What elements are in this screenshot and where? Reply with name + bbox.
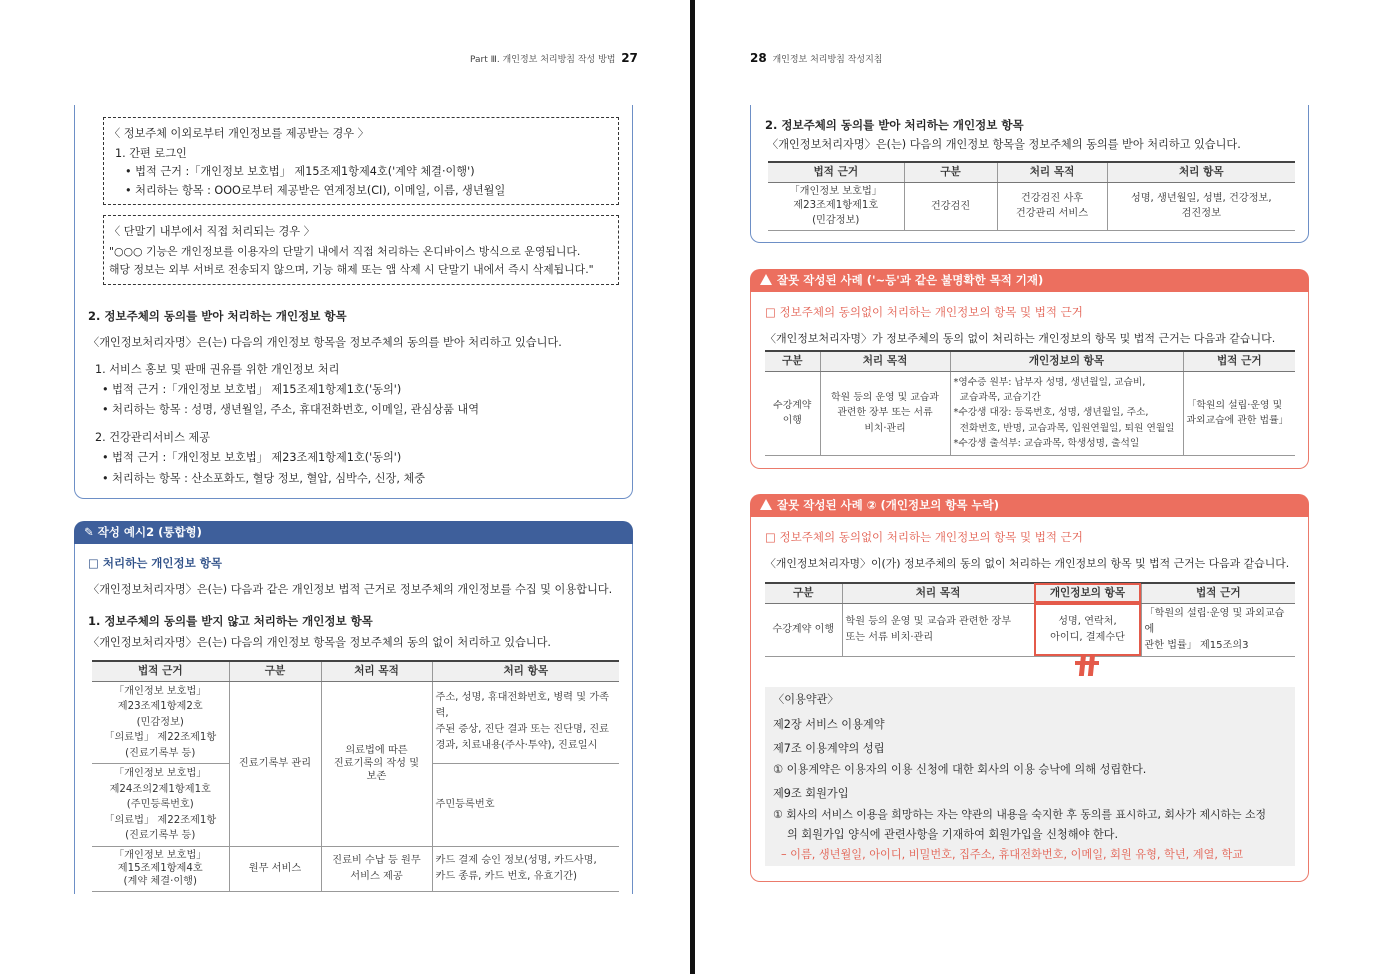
- left-table: [92, 660, 619, 892]
- page-number: 27: [621, 51, 638, 65]
- th-purpose: 처리 목적: [820, 351, 950, 371]
- bad1-table: [765, 350, 1295, 456]
- box1-line1: 1. 간편 로그인: [115, 147, 187, 160]
- terms-article9-1b: 의 회원가입 양식에 관련사항을 기재하여 회원가입을 신청해야 한다.: [787, 828, 1119, 841]
- table-cell: 수강계약 이행: [765, 371, 820, 455]
- box1-line3: • 처리하는 항목 : OOO로부터 제공받은 연계정보(CI), 이메일, 이름, 생년월일: [125, 184, 506, 197]
- example2-bar-label: 작성 예시2 (통합형): [97, 525, 202, 539]
- page-number: 28: [750, 51, 767, 65]
- table-cell: 카드 결제 승인 정보(성명, 카드사명, 카드 종류, 카드 번호, 유효기간): [432, 846, 619, 891]
- th-legal-basis: 법적 근거: [1141, 583, 1295, 603]
- header-part: Part Ⅲ. 개인정보 처리방침 작성 방법: [470, 55, 616, 65]
- example2-subtitle: □ 처리하는 개인정보 항목: [88, 556, 222, 570]
- table-cell: 성명, 생년월일, 성별, 건강정보, 검진정보: [1107, 182, 1295, 231]
- th-category: 구분: [765, 351, 820, 371]
- table-cell: 진료기록부 관리: [229, 681, 321, 846]
- th-items: 처리 항목: [1107, 162, 1295, 182]
- section2-title: 2. 정보주체의 동의를 받아 처리하는 개인정보 항목: [88, 309, 347, 323]
- table-cell: 주민등록번호: [432, 764, 619, 847]
- example2-s1-intro: 〈개인정보처리자명〉은(는) 다음의 개인정보 항목을 정보주체의 동의 없이 처리하고 있습니다.: [88, 636, 551, 649]
- table-cell: 원무 서비스: [229, 846, 321, 891]
- item1-title: 1. 서비스 홍보 및 판매 권유를 위한 개인정보 처리: [95, 363, 340, 376]
- th-purpose: 처리 목적: [842, 583, 1034, 603]
- terms-article9: 제9조 회원가입: [773, 787, 849, 800]
- highlighted-cell: 성명, 연락처, 아이디, 결제수단: [1034, 603, 1141, 656]
- table-cell: 「개인정보 보호법」 제23조제1항제1호 (민감정보): [768, 182, 904, 231]
- example2-intro: 〈개인정보처리자명〉은(는) 다음과 같은 개인정보 법적 근거로 정보주체의 개인정보를 수집 및 이용합니다.: [88, 583, 613, 596]
- box1-line2: • 법적 근거 :「개인정보 보호법」 제15조제1항제4호('계약 체결·이행'): [125, 165, 475, 178]
- table-cell: *영수증 원부: 납부자 성명, 생년월일, 교습비, 교습과목, 교습기간 *수강생 대장: 등록번호, 성명, 생년월일, 주소, 전화번호, 반명, 교습과목, 입원연월일, 퇴원 연월일 *수강생 출석부: 교습과목, 학생성명, 출석일: [950, 371, 1183, 455]
- bad-example1-label: 잘못 작성된 사례 ('~등'과 같은 불명확한 목적 기재): [777, 273, 1044, 287]
- th-category: 구분: [765, 583, 842, 603]
- terms-article7-1: ① 이용계약은 이용자의 이용 신청에 대한 회사의 이용 승낙에 의해 성립한다.: [773, 763, 1147, 776]
- section2-intro: 〈개인정보처리자명〉은(는) 다음의 개인정보 항목을 정보주체의 동의를 받아 처리하고 있습니다.: [88, 336, 562, 349]
- top-table: [768, 161, 1295, 231]
- th-purpose: 처리 목적: [321, 661, 432, 681]
- table-cell: 「학원의 설립·운영 및 과외교습에 관한 법률」: [1183, 371, 1295, 455]
- bad-example1-bar: [750, 269, 1309, 292]
- table-cell: 「학원의 설립·운영 및 과외교습에 관한 법률」 제15조의3: [1141, 603, 1295, 656]
- warning-icon: [760, 274, 772, 285]
- bad-example2-bar: [750, 494, 1309, 517]
- item2-title: 2. 건강관리서비스 제공: [95, 431, 211, 444]
- th-purpose: 처리 목적: [997, 162, 1107, 182]
- th-category: 구분: [904, 162, 997, 182]
- th-category: 구분: [229, 661, 321, 681]
- item2-fields: • 처리하는 항목 : 산소포화도, 혈당 정보, 혈압, 심박수, 신장, 체중: [102, 472, 426, 485]
- th-items: 처리 항목: [432, 661, 619, 681]
- th-legal-basis: 법적 근거: [92, 661, 229, 681]
- table-cell: 「개인정보 보호법」 제23조제1항제2호 (민감정보) 「의료법」 제22조제1항 (진료기록부 등): [92, 681, 229, 764]
- table-cell: 수강계약 이행: [765, 603, 842, 656]
- example2-bar: [74, 521, 633, 544]
- item1-fields: • 처리하는 항목 : 성명, 생년월일, 주소, 휴대전화번호, 이메일, 관심상품 내역: [102, 403, 480, 416]
- terms-chapter: 제2장 서비스 이용계약: [773, 718, 885, 731]
- bad2-intro: 〈개인정보처리자명〉이(가) 정보주체의 동의 없이 처리하는 개인정보의 항목 및 법적 근거는 다음과 같습니다.: [765, 557, 1290, 570]
- box2-title: 〈 단말기 내부에서 직접 처리되는 경우 〉: [109, 225, 315, 238]
- box2-line1: "○○○ 기능은 개인정보를 이용자의 단말기 내에서 직접 처리하는 온디바이스 방식으로 운영됩니다.: [109, 245, 581, 258]
- table-cell: 의료법에 따른 진료기록의 작성 및 보존: [321, 681, 432, 846]
- terms-fields-list: – 이름, 생년월일, 아이디, 비밀번호, 집주소, 휴대전화번호, 이메일, 회원 유형, 학년, 계열, 학교: [781, 848, 1244, 861]
- mismatch-icon: [1075, 652, 1099, 678]
- table-cell: 주소, 성명, 휴대전화번호, 병력 및 가족력, 주된 증상, 진단 결과 또는 진단명, 진료 경과, 치료내용(주사·투약), 진료일시: [432, 681, 619, 764]
- left-page: [0, 0, 690, 974]
- table-cell: 건강검진: [904, 182, 997, 231]
- warning-icon: [760, 499, 772, 510]
- right-header: [750, 51, 883, 65]
- terms-title: 〈이용약관〉: [773, 693, 839, 706]
- bad-example2-label: 잘못 작성된 사례 ② (개인정보의 항목 누락): [777, 498, 1000, 512]
- table-cell: 학원 등의 운영 및 교습과 관련한 장부 또는 서류 비치·관리: [820, 371, 950, 455]
- table-cell: 진료비 수납 등 원무 서비스 제공: [321, 846, 432, 891]
- terms-article7: 제7조 이용계약의 성립: [773, 742, 885, 755]
- item2-basis: • 법적 근거 :「개인정보 보호법」 제23조제1항제1호('동의'): [102, 451, 402, 464]
- bad2-subtitle: □ 정보주체의 동의없이 처리하는 개인정보의 항목 및 법적 근거: [765, 530, 1083, 544]
- top-title: 2. 정보주체의 동의를 받아 처리하는 개인정보 항목: [765, 118, 1024, 132]
- bad1-intro: 〈개인정보처리자명〉가 정보주체의 동의 없이 처리하는 개인정보의 항목 및 법적 근거는 다음과 같습니다.: [765, 332, 1276, 345]
- bad1-subtitle: □ 정보주체의 동의없이 처리하는 개인정보의 항목 및 법적 근거: [765, 305, 1083, 319]
- th-items-highlighted: 개인정보의 항목: [1034, 583, 1141, 603]
- th-legal-basis: 법적 근거: [768, 162, 904, 182]
- table-cell: 건강검진 사후 건강관리 서비스: [997, 182, 1107, 231]
- box2-line2: 해당 정보는 외부 서버로 전송되지 않으며, 기능 해제 또는 앱 삭제 시 단말기 내에서 즉시 삭제됩니다.": [109, 263, 594, 276]
- th-legal-basis: 법적 근거: [1183, 351, 1295, 371]
- example2-s1-title: 1. 정보주체의 동의를 받지 않고 처리하는 개인정보 항목: [88, 614, 373, 628]
- top-intro: 〈개인정보처리자명〉은(는) 다음의 개인정보 항목을 정보주체의 동의를 받아 처리하고 있습니다.: [767, 138, 1241, 151]
- table-cell: 학원 등의 운영 및 교습과 관련한 장부 또는 서류 비치·관리: [842, 603, 1034, 656]
- pencil-icon: ✎: [84, 525, 98, 539]
- header-title: 개인정보 처리방침 작성지침: [772, 55, 883, 65]
- left-header: [470, 51, 638, 65]
- table-cell: 「개인정보 보호법」 제15조제1항제4호 (계약 체결·이행): [92, 846, 229, 891]
- item1-basis: • 법적 근거 :「개인정보 보호법」 제15조제1항제1호('동의'): [102, 383, 402, 396]
- table-cell: 「개인정보 보호법」 제24조의2제1항제1호 (주민등록번호) 「의료법」 제22조제1항 (진료기록부 등): [92, 764, 229, 847]
- terms-article9-1: ① 회사의 서비스 이용을 희망하는 자는 약관의 내용을 숙지한 후 동의를 표시하고, 회사가 제시하는 소정: [773, 808, 1267, 821]
- th-items: 개인정보의 항목: [950, 351, 1183, 371]
- right-page: [695, 0, 1385, 974]
- box1-title: 〈 정보주체 이외로부터 개인정보를 제공받는 경우 〉: [109, 127, 369, 140]
- bad2-table: [765, 582, 1295, 657]
